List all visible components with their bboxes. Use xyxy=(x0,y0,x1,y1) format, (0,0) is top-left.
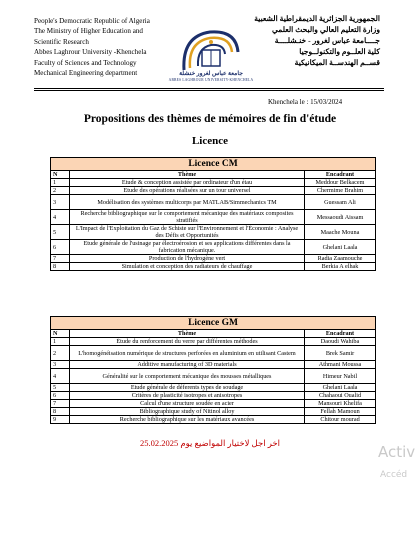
row-encadrant: Ghelani Laala xyxy=(305,384,376,392)
table-row xyxy=(51,338,376,346)
row-encadrant: Daoudi Wahiba xyxy=(305,338,376,346)
header-left-line: People's Democratic Republic of Algeria xyxy=(34,17,150,25)
row-theme: Etude des opérations réalisées sur un tour universel xyxy=(70,187,305,195)
header-left-line: Scientific Research xyxy=(34,37,89,46)
row-theme: Recherche bibliographique sur les matériaux avancées xyxy=(70,416,305,424)
row-theme: Généralité sur le comportement mécanique des mousses métalliques xyxy=(70,369,305,384)
table-licence-gm xyxy=(50,316,376,424)
activation-watermark: Activ xyxy=(378,443,416,461)
page-subtitle: Licence xyxy=(191,135,229,147)
row-number: 4 xyxy=(51,210,70,225)
table-row xyxy=(51,195,376,210)
row-theme: Production de l'hydrogène vert xyxy=(70,255,305,263)
activation-watermark-sub: Accéd xyxy=(380,470,408,480)
table-caption: Licence CM xyxy=(51,158,376,171)
row-encadrant: Himeur Nabil xyxy=(305,369,376,384)
header-left xyxy=(34,16,150,78)
row-theme: Modélisation des systèmes multicorps par MATLAB/Simmechanics TM xyxy=(70,195,305,210)
row-theme: Etude générale de déferents types de soudage xyxy=(70,384,305,392)
row-theme: Bibliographique study of Nitinol alloy xyxy=(70,408,305,416)
row-number: 9 xyxy=(51,416,70,424)
row-theme: Recherche bibliographique sur le comportement mécanique des matériaux composites stratifiés xyxy=(70,210,305,225)
table-row xyxy=(51,255,376,263)
row-encadrant: Ghelani Laala xyxy=(305,240,376,255)
page-title: Propositions des thèmes de mémoires de fin d'étude xyxy=(83,113,337,125)
row-encadrant: Radia Zaamouche xyxy=(305,255,376,263)
row-theme: L'Impact de l'Exploitation du Gaz de Schiste sur l'Environnement et l'Économie : Analyse des Défis et Opportunités xyxy=(70,225,305,240)
row-number: 2 xyxy=(51,187,70,195)
table-caption: Licence GM xyxy=(51,317,376,330)
row-number: 3 xyxy=(51,361,70,369)
row-theme: Simulation et conception des radiateurs de chauffage xyxy=(70,263,305,271)
row-theme: Additive manufacturing of 3D materials xyxy=(70,361,305,369)
row-number: 7 xyxy=(51,255,70,263)
column-header-theme: Thème xyxy=(70,171,305,179)
column-header-theme: Thème xyxy=(70,330,305,338)
header-right-line: كلية العلــوم والتكنولــوجيا xyxy=(299,47,380,56)
row-theme: L'homogénéisation numérique de structures perforées en aluminium en utilisant Castem xyxy=(70,346,305,361)
logo-arabic-text: جامعة عباس لغرور خنشلة xyxy=(179,71,243,77)
row-encadrant: Berkia A elhak xyxy=(305,263,376,271)
row-theme: Critères de plasticité isotropes et anisotropes xyxy=(70,392,305,400)
header-rule xyxy=(34,90,384,91)
row-encadrant: Fellah Mamoun xyxy=(305,408,376,416)
row-theme: Etude générale de l'usinage par électroérosion et ses applications différentes dans la fabrication mécanique. xyxy=(70,240,305,255)
row-number: 5 xyxy=(51,384,70,392)
table-row xyxy=(51,384,376,392)
row-encadrant: Meddour Belkacem xyxy=(305,179,376,187)
row-theme: Étude du renforcement du verre par différentes méthodes xyxy=(70,338,305,346)
table-licence-cm xyxy=(50,157,376,271)
row-encadrant: Chitour mourad xyxy=(305,416,376,424)
table-row xyxy=(51,240,376,255)
header-right xyxy=(254,13,380,68)
column-header-encadrant: Encadrant xyxy=(305,330,376,338)
row-encadrant: Maache Mouna xyxy=(305,225,376,240)
header-right-line: قســم الهندســة الميكانيكية xyxy=(294,58,380,67)
row-number: 7 xyxy=(51,400,70,408)
header-rule xyxy=(34,88,384,89)
date-line: Khenchela le : 15/03/2024 xyxy=(268,98,343,106)
table-row xyxy=(51,369,376,384)
column-header-number: N xyxy=(51,330,70,338)
header-right-line: الجمهورية الجزائرية الديمقراطية الشعبية xyxy=(254,14,380,23)
row-encadrant: Guessam Ali xyxy=(305,195,376,210)
header-right-line: وزارة التعليم العالي والبحث العلمي xyxy=(271,25,380,34)
row-number: 5 xyxy=(51,225,70,240)
row-number: 8 xyxy=(51,263,70,271)
row-number: 3 xyxy=(51,195,70,210)
table-row xyxy=(51,225,376,240)
row-encadrant: Brek Samir xyxy=(305,346,376,361)
header-left-line: The Ministry of Higher Education and xyxy=(34,27,143,36)
row-encadrant: Athmani Moussa xyxy=(305,361,376,369)
row-number: 1 xyxy=(51,179,70,187)
table-row xyxy=(51,179,376,187)
table-row xyxy=(51,346,376,361)
table-row xyxy=(51,210,376,225)
table-row xyxy=(51,400,376,408)
row-number: 4 xyxy=(51,369,70,384)
header-left-line: Faculty of Sciences and Technology xyxy=(34,58,137,67)
row-encadrant: Messaoudi Aissam xyxy=(305,210,376,225)
row-number: 8 xyxy=(51,408,70,416)
deadline-note: اخر اجل لاختيار المواضيع يوم 25.02.2025 xyxy=(139,438,281,448)
row-encadrant: Chermime Brahim xyxy=(305,187,376,195)
column-header-number: N xyxy=(51,171,70,179)
university-logo-icon xyxy=(176,24,246,76)
table-row xyxy=(51,361,376,369)
row-number: 6 xyxy=(51,240,70,255)
table-row xyxy=(51,416,376,424)
table-row xyxy=(51,392,376,400)
table-row xyxy=(51,263,376,271)
row-encadrant: Mansouri Khelifa xyxy=(305,400,376,408)
table-row xyxy=(51,408,376,416)
row-number: 2 xyxy=(51,346,70,361)
header-left-line: Abbes Laghrour University -Khenchela xyxy=(34,48,147,57)
header-left-line: Mechanical Engineering department xyxy=(34,69,138,78)
row-number: 6 xyxy=(51,392,70,400)
header-right-line: جــــامعة عباس لغرور - خنـشلــــة xyxy=(274,36,380,45)
column-header-encadrant: Encadrant xyxy=(305,171,376,179)
row-number: 1 xyxy=(51,338,70,346)
row-encadrant: Chahaoui Oualid xyxy=(305,392,376,400)
table-row xyxy=(51,187,376,195)
row-theme: Calcul d'une structure soudée en acier xyxy=(70,400,305,408)
logo-latin-text: ABBES LAGHROUR UNIVERSITY-KHENCHELA xyxy=(168,78,254,82)
row-theme: Etude & conception assistée par ordinateur d'un étau xyxy=(70,179,305,187)
